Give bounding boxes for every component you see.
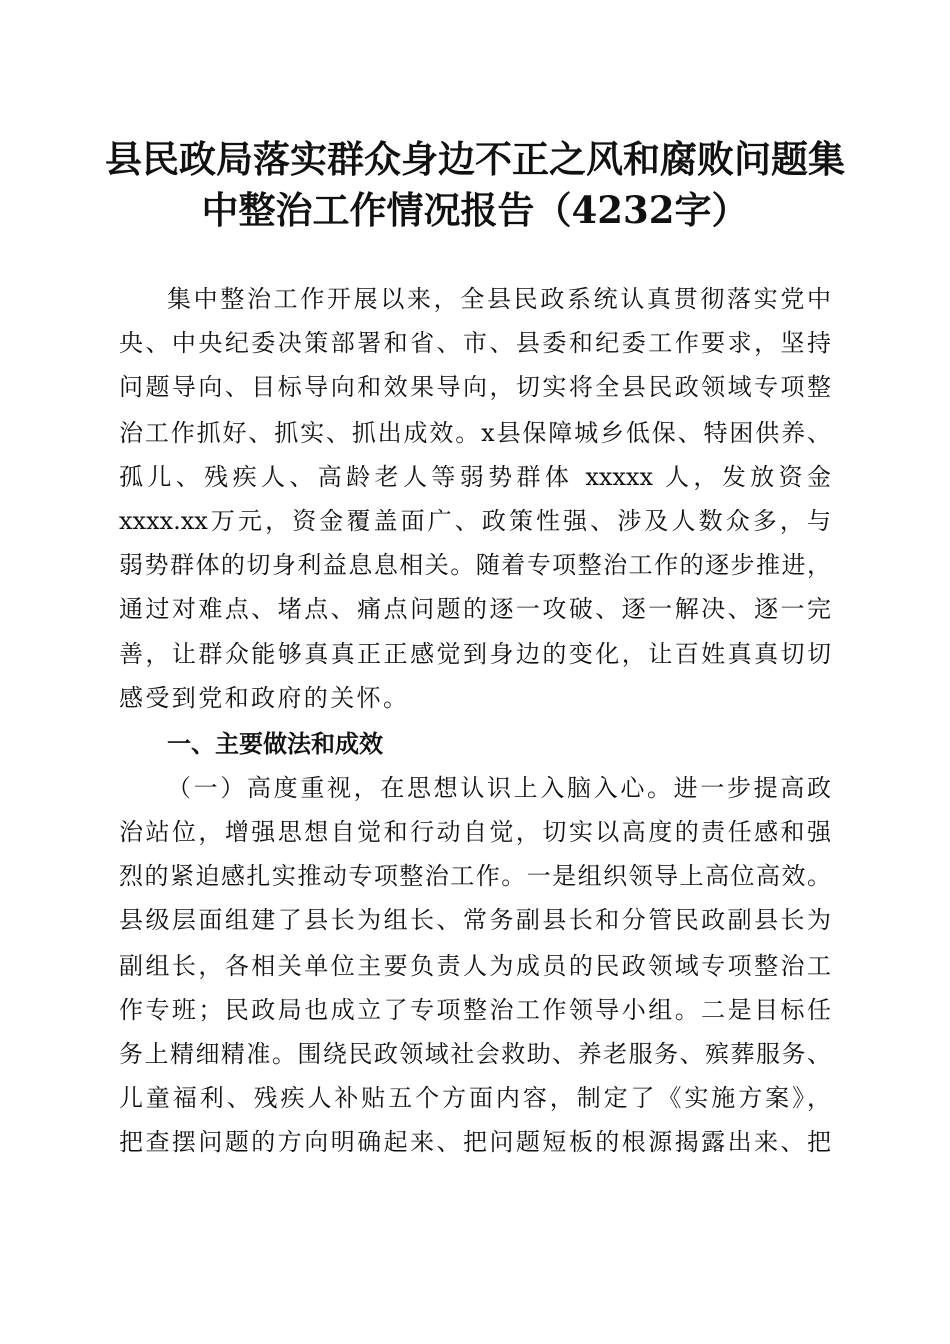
section-paragraph-line: 作专班；民政局也成立了专项整治工作领导小组。二是目标任 (119, 996, 831, 1024)
intro-paragraph-line: 问题导向、目标导向和效果导向，切实将全县民政领域专项整 (119, 373, 831, 401)
intro-paragraph-line: 治工作抓好、抓实、抓出成效。x县保障城乡低保、特困供养、 (119, 419, 831, 447)
intro-paragraph-line: xxxx.xx万元，资金覆盖面广、政策性强、涉及人数众多，与 (119, 507, 831, 535)
document-title-line-2: 中整治工作情况报告（4232字） (201, 188, 749, 232)
section-paragraph-line: 儿童福利、残疾人补贴五个方面内容，制定了《实施方案》， (119, 1084, 831, 1112)
document-title-line-1: 县民政局落实群众身边不正之风和腐败问题集 (105, 137, 845, 181)
intro-paragraph-line: 央、中央纪委决策部署和省、市、县委和纪委工作要求，坚持 (119, 329, 831, 357)
section-paragraph-line: 烈的紧迫感扎实推动专项整治工作。一是组织领导上高位高效。 (119, 862, 831, 890)
intro-paragraph-line: 集中整治工作开展以来，全县民政系统认真贯彻落实党中 (167, 285, 831, 313)
section-paragraph-line: 把查摆问题的方向明确起来、把问题短板的根源揭露出来、把 (119, 1128, 831, 1156)
intro-paragraph-line: 善，让群众能够真真正正感觉到身边的变化，让百姓真真切切 (119, 640, 831, 668)
intro-paragraph-line: 感受到党和政府的关怀。 (119, 684, 410, 712)
intro-paragraph-line: 弱势群体的切身利益息息相关。随着专项整治工作的逐步推进， (119, 551, 831, 579)
intro-paragraph-line: 孤儿、残疾人、高龄老人等弱势群体 xxxxx 人，发放资金 (119, 463, 831, 491)
section-paragraph-line: （一）高度重视，在思想认识上入脑入心。进一步提高政 (167, 774, 831, 802)
section-heading: 一、主要做法和成效 (167, 730, 383, 758)
section-paragraph-line: 务上精细精准。围绕民政领域社会救助、养老服务、殡葬服务、 (119, 1040, 831, 1068)
section-paragraph-line: 副组长，各相关单位主要负责人为成员的民政领域专项整治工 (119, 952, 831, 980)
section-paragraph-line: 县级层面组建了县长为组长、常务副县长和分管民政副县长为 (119, 906, 831, 934)
intro-paragraph-line: 通过对难点、堵点、痛点问题的逐一攻破、逐一解决、逐一完 (119, 595, 831, 623)
section-paragraph-line: 治站位，增强思想自觉和行动自觉，切实以高度的责任感和强 (119, 818, 831, 846)
